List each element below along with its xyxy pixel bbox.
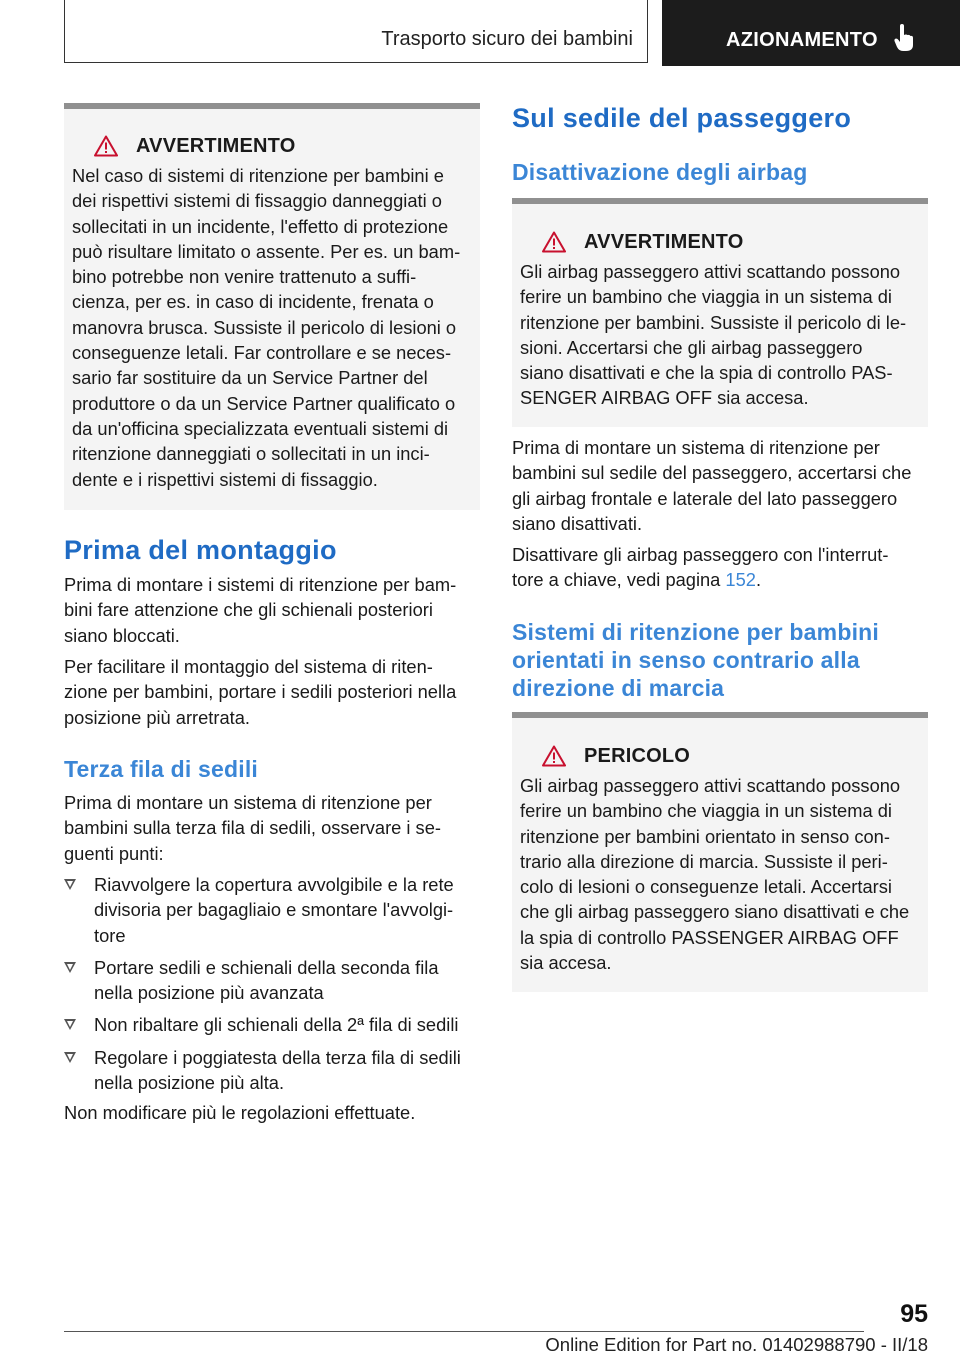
- warning-text: Gli airbag passeggero attivi scattando possono ferire un bambino che viaggia in un sistema di ritenzione per bambini. Sussiste il pericolo di le‐ sioni. Accertarsi che gli airbag passeggero siano disattivati e che la spia di controllo PAS‐ SENGER AIRBAG OFF sia accesa.: [520, 261, 907, 409]
- subsection-heading: Disattivazione degli airbag: [512, 159, 808, 185]
- paragraph: Non modificare più le regolazioni effettuate.: [64, 1102, 416, 1123]
- danger-box: [512, 712, 928, 992]
- list-item: Regolare i poggiatesta della terza fila di sedili nella posizione più alta.: [64, 1045, 480, 1096]
- paragraph: Prima di montare un sistema di ritenzione per bambini sulla terza fila di sedili, osservare i se‐ guenti punti:: [64, 792, 441, 864]
- subsection-heading: Sistemi di ritenzione per bambini orientati in senso contrario alla direzione di marcia: [512, 619, 879, 701]
- warning-box: [512, 198, 928, 427]
- section-title: Trasporto sicuro dei bambini: [381, 28, 633, 50]
- edition-info: Online Edition for Part no. 01402988790 - II/18: [545, 1334, 928, 1355]
- hand-pointer-icon: [894, 24, 914, 52]
- paragraph: Per facilitare il montaggio del sistema di riten‐ zione per bambini, portare i sedili posteriori nella posizione più arretrata.: [64, 656, 457, 728]
- warning-triangle-icon: [542, 231, 566, 253]
- triangle-bullet-icon: [64, 1052, 76, 1063]
- bullet-list: [64, 872, 480, 1095]
- danger-text: Gli airbag passeggero attivi scattando possono ferire un bambino che viaggia in un sistema di ritenzione per bambini orientato in senso con‐ trario alla direzione di marcia. Sussiste il peri‐ colo di lesioni o conseguenze letali. Accertarsi che gli airbag passeggero siano disattivati e che la spia di controllo PASSENGER AIRBAG OFF sia accesa.: [520, 775, 910, 974]
- page-reference-link[interactable]: 152: [725, 569, 756, 591]
- page-number: 95: [900, 1300, 928, 1328]
- list-item: Non ribaltare gli schienali della 2ª fila di sedili: [64, 1012, 480, 1037]
- list-item: Portare sedili e schienali della seconda fila nella posizione più avanzata: [64, 955, 480, 1006]
- warning-triangle-icon: [542, 745, 566, 767]
- subsection-heading: Terza fila di sedili: [64, 756, 259, 782]
- warning-text: Nel caso di sistemi di ritenzione per bambini e dei rispettivi sistemi di fissaggio danneggiati o sollecitati in un incidente, l'effetto di protezione può risultare limitato o assente. Per es. un bam‐ bino potrebbe non venire trattenuto a suffi‐ cienza, per es. in caso di incidente, frenata o manovra brusca. Sussiste il pericolo di lesioni o conseguenze letali. Far controllare e se neces‐ sario far sostituire da un Service Partner del produttore o da un Service Partner qualificato o da un'officina specializzata eventuali sistemi di ritenzione danneggiati o sollecitati in un inci‐ dente e i rispettivi sistemi di fissaggio.: [72, 165, 461, 490]
- warning-title: AVVERTIMENTO: [584, 230, 744, 253]
- warning-triangle-icon: [94, 135, 118, 157]
- paragraph: Prima di montare i sistemi di ritenzione per bam‐ bini fare attenzione che gli schienali posteriori siano bloccati.: [64, 574, 457, 646]
- footer-divider: [64, 1331, 864, 1332]
- chapter-tab: [662, 0, 960, 66]
- triangle-bullet-icon: [64, 879, 76, 890]
- paragraph: Disattivare gli airbag passeggero con l'interrut‐ tore a chiave, vedi pagina 152.: [512, 544, 889, 591]
- warning-title: AVVERTIMENTO: [136, 134, 296, 157]
- section-heading: Sul sedile del passeggero: [512, 103, 852, 133]
- section-heading: Prima del montaggio: [64, 535, 337, 565]
- danger-title: PERICOLO: [584, 744, 691, 767]
- section-tab: [64, 0, 648, 63]
- page-header: [0, 0, 960, 66]
- warning-box: [64, 103, 480, 510]
- chapter-title: AZIONAMENTO: [726, 29, 878, 51]
- list-item: Riavvolgere la copertura avvolgibile e la rete divisoria per bagagliaio e smontare l'avvolgi‐ tore: [64, 872, 480, 948]
- paragraph: Prima di montare un sistema di ritenzione per bambini sul sedile del passeggero, accertarsi che gli airbag frontale e laterale del lato passeggero siano disattivati.: [512, 437, 912, 534]
- triangle-bullet-icon: [64, 962, 76, 973]
- triangle-bullet-icon: [64, 1019, 76, 1030]
